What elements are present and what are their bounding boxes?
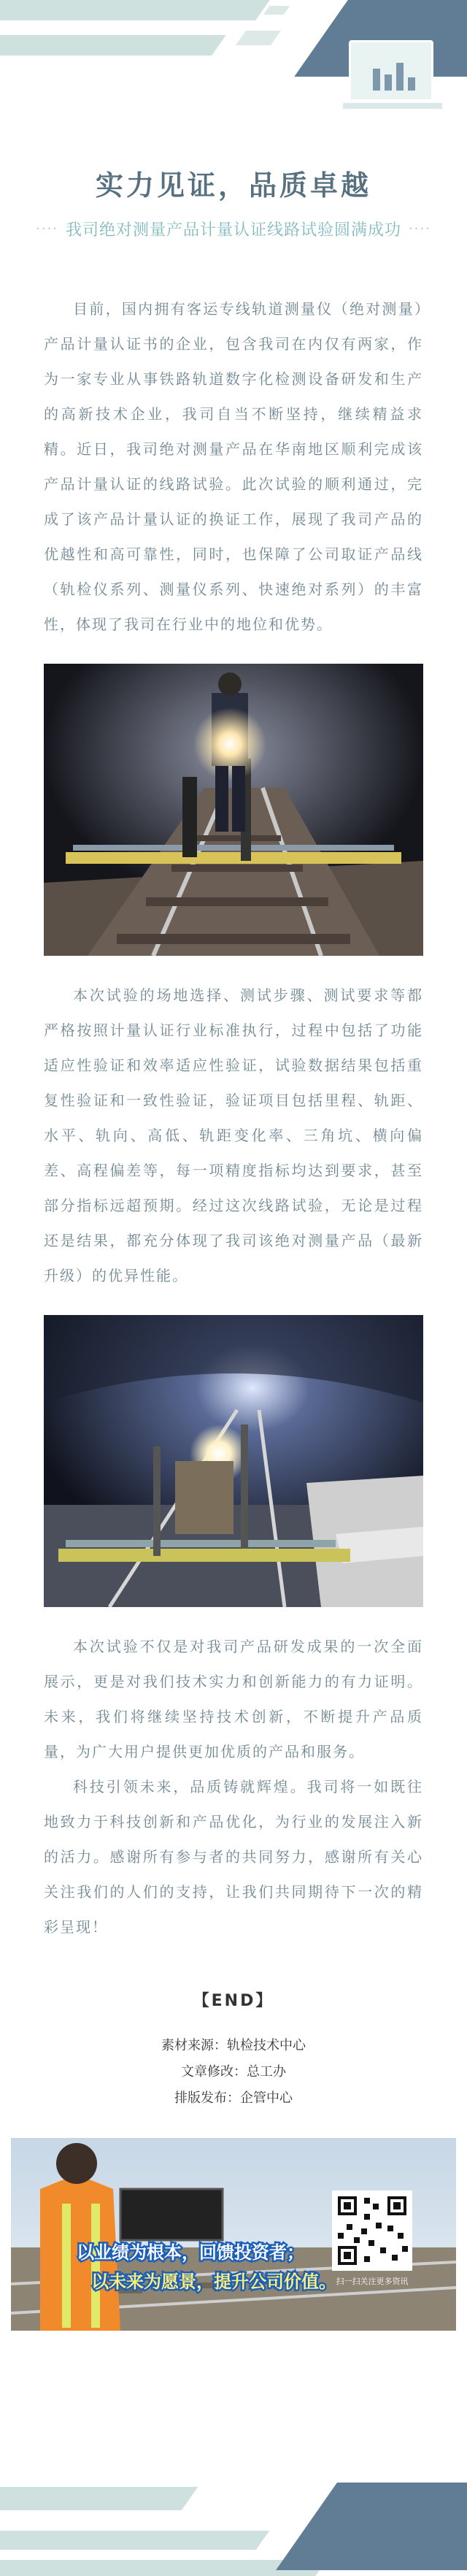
- decor-stripe: [236, 31, 281, 45]
- decor-stripe: [0, 0, 270, 20]
- promo-banner: [11, 2138, 456, 2331]
- credit-publisher: 排版发布：企管中心: [174, 2090, 293, 2106]
- paragraph: 本次试验不仅是对我司产品研发成果的一次全面展示，更是对我们技术实力和创新能力的有力证明。未来，我们将继续坚持技术创新，不断提升产品质量，为广大用户提供更加优质的产品和服务。: [44, 1638, 423, 1760]
- page-footer-decor: [0, 2483, 467, 2576]
- page-header: [0, 0, 467, 128]
- credits: [0, 2033, 467, 2112]
- article-body: [0, 291, 467, 1944]
- page-title: 实力见证，品质卓越: [95, 169, 371, 202]
- decor-stripe: [0, 35, 226, 55]
- page-subtitle: [0, 218, 467, 240]
- qr-code-icon[interactable]: [332, 2190, 412, 2271]
- paragraph: 科技引领未来，品质铸就辉煌。我司将一如既往地致力于科技创新和产品优化，为行业的发展注入新的活力。感谢所有参与者的共同努力，感谢所有关心关注我们的人们的支持，让我们共同期待下一次的精彩呈现！: [44, 1778, 423, 1936]
- credit-editor: 文章修改：总工办: [181, 2064, 286, 2079]
- subtitle-text: 我司绝对测量产品计量认证线路试验圆满成功: [65, 221, 401, 239]
- credit-source: 素材来源：轨检技术中心: [161, 2038, 306, 2053]
- photo-track-test-2: [44, 1315, 423, 1607]
- monitor-base: [341, 101, 444, 110]
- paragraph: 目前，国内拥有客运专线轨道测量仪（绝对测量）产品计量认证书的企业，包含我司在内仅有两家，作为一家专业从事铁路轨道数字化检测设备研发和生产的高新技术企业，我司自当不断坚持，继续精益求精。近日，我司绝对测量产品在华南地区顺利完成该产品计量认证的线路试验。此次试验的顺利通过，完成了该产品计量认证的换证工作，展现了我司产品的优越性和高可靠性，同时，也保障了公司取证产品线（轨检仪系列、测量仪系列、快速绝对系列）的丰富性，体现了我司在行业中的地位和优势。: [44, 300, 423, 633]
- end-mark: 【END】: [193, 1992, 274, 2010]
- qr-caption: 扫一扫关注更多资讯: [336, 2277, 409, 2286]
- dots-left: ····: [36, 221, 58, 237]
- dots-right: ····: [409, 221, 431, 237]
- paragraph: 本次试验的场地选择、测试步骤、测试要求等都严格按照计量认证行业标准执行，过程中包括了功能适应性验证和效率适应性验证，试验数据结果包括重复性验证和一致性验证，验证项目包括里程、轨距、水平、轨向、高低、轨距变化率、三角坑、横向偏差、高程偏差等，每一项精度指标均达到要求，甚至部分指标远超预期。经过这次线路试验，无论是过程还是结果，都充分体现了我司该绝对测量产品（最新升级）的优异性能。: [44, 986, 423, 1284]
- slogan-line-2: 以未来为愿景，提升公司价值。: [91, 2272, 336, 2292]
- decor-stripe: [263, 6, 290, 15]
- slogan-line-1: 以业绩为根本，回馈投资者；: [77, 2243, 304, 2263]
- monitor-chart-icon: [349, 40, 433, 101]
- photo-track-test-1: [44, 664, 423, 956]
